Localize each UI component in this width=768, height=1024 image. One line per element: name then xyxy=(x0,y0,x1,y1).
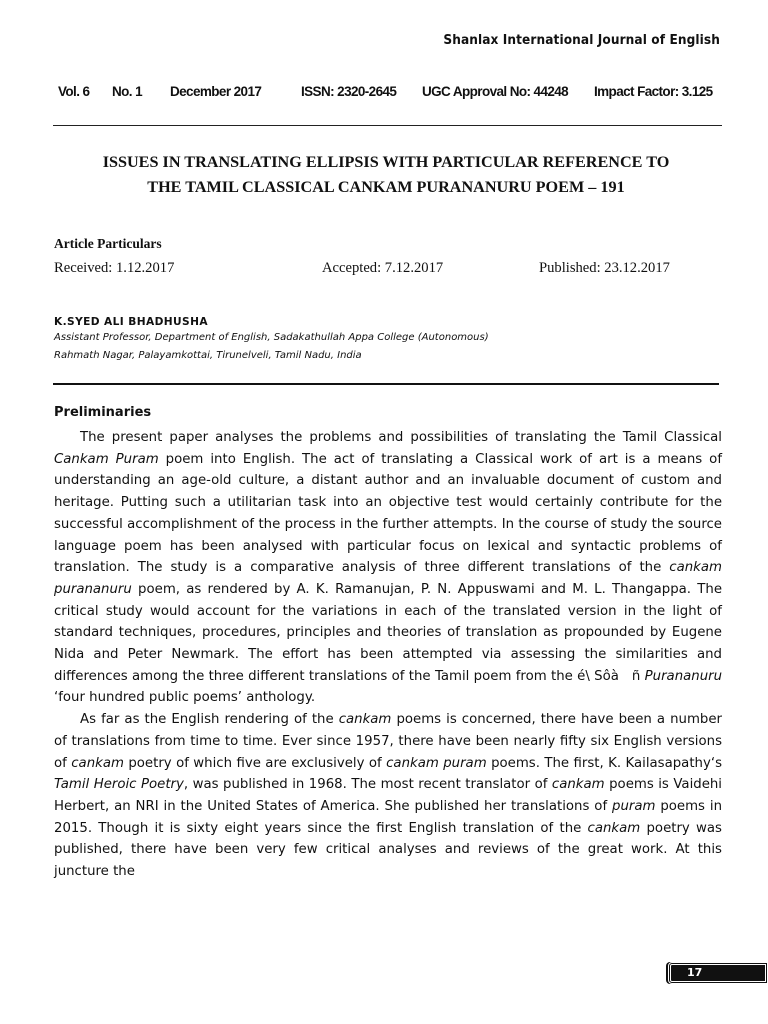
article-dates xyxy=(54,260,722,280)
garbled-tamil-glyphs: é\ Sôà ñ xyxy=(577,668,641,684)
text-run: poems. The first, K. Kailasapathy‘s xyxy=(486,755,722,771)
text-run: poems is Vaidehi Herbert, an NRI in the United States of America. She published her translations of xyxy=(54,777,723,814)
paragraph-1 xyxy=(54,427,722,709)
header-divider xyxy=(53,125,722,126)
italic-term: cankam purananuru xyxy=(54,560,722,597)
article-title-line-1: ISSUES IN TRANSLATING ELLIPSIS WITH PARTICULAR REFERENCE TO xyxy=(102,153,670,171)
text-run: ‘four hundred public poems’ anthology. xyxy=(54,690,316,706)
text-run: poems is concerned, there have been a number of translations from time to time. Ever since 1957, there have been nearly fifty six English versions of xyxy=(54,712,722,771)
impact-factor: Impact Factor: 3.125 xyxy=(594,84,713,99)
ugc-approval: UGC Approval No: 44248 xyxy=(422,84,569,99)
italic-term: cankam xyxy=(551,777,605,793)
author-divider xyxy=(53,383,719,385)
text-run: poetry of which five are exclusively of xyxy=(123,755,387,771)
author-affiliation-1: Assistant Professor, Department of English, Sadakathullah Appa College (Autonomous) xyxy=(54,332,489,343)
text-run: As far as the English rendering of the xyxy=(80,712,339,728)
text-run: , was published in 1968. The most recent translator of xyxy=(183,777,552,793)
italic-term: cankam xyxy=(587,820,641,836)
italic-term: puram xyxy=(612,798,656,814)
text-run: The present paper analyses the problems and possibilities of translating the Tamil Classical xyxy=(80,430,722,445)
text-run: poem into English. The act of translating a Classical work of art is a means of understanding an age-old culture, a distant author and an invaluable document of custom and heritage. Putting such a utilitarian task into an objective test would certainly contribute for the successful accomplishment of the process in the further attempts. In the course of study the source language poem has been analysed with particular focus on lexical and syntactic problems of translation. The study is a comparative analysis of three different translations of the xyxy=(54,451,722,576)
text-run: poems in 2015. Though it is sixty eight years since the first English translation of the xyxy=(54,798,722,836)
italic-term: cankam puram xyxy=(386,755,487,771)
published-date: Published: 23.12.2017 xyxy=(539,260,670,276)
issue-number: No. 1 xyxy=(112,84,143,99)
article-title-line-2: THE TAMIL CLASSICAL CANKAM PURANANURU POEM – 191 xyxy=(147,178,625,196)
italic-term: Purananuru xyxy=(644,668,723,684)
author-affiliation-2: Rahmath Nagar, Palayamkottai, Tirunelveli, Tamil Nadu, India xyxy=(54,350,362,361)
page-number-badge xyxy=(668,962,768,984)
italic-term: cankam xyxy=(338,712,392,728)
article-body xyxy=(54,427,722,883)
section-heading: Preliminaries xyxy=(54,405,152,420)
italic-term: cankam xyxy=(71,755,124,771)
issn: ISSN: 2320-2645 xyxy=(301,84,397,99)
journal-title: Shanlax International Journal of English xyxy=(443,32,720,48)
paragraph-2 xyxy=(54,709,722,883)
text-run: poetry was published, there have been very few critical analyses and reviews of the great work. At this juncture the xyxy=(54,820,722,880)
issue-date: December 2017 xyxy=(170,84,262,99)
page-number: 17 xyxy=(687,966,703,979)
author-name: K.SYED ALI BHADHUSHA xyxy=(54,316,208,328)
received-date: Received: 1.12.2017 xyxy=(54,260,175,276)
accepted-date: Accepted: 7.12.2017 xyxy=(322,260,444,276)
volume: Vol. 6 xyxy=(58,84,90,99)
article-title xyxy=(50,150,722,200)
italic-term: Cankam Puram xyxy=(54,451,159,467)
article-particulars-label: Article Particulars xyxy=(54,236,162,251)
text-run: poem, as rendered by A. K. Ramanujan, P. N. Appuswami and M. L. Thangappa. The critical study would account for the variations in each of the translated version in the light of standard techniques, procedures, principles and theories of translation as propounded by Eugene Nida and Peter Newmark. The effort has been attempted via assessing the similarities and differences among the three different translations of the Tamil poem from the xyxy=(54,581,722,684)
italic-term: Tamil Heroic Poetry xyxy=(54,777,184,793)
